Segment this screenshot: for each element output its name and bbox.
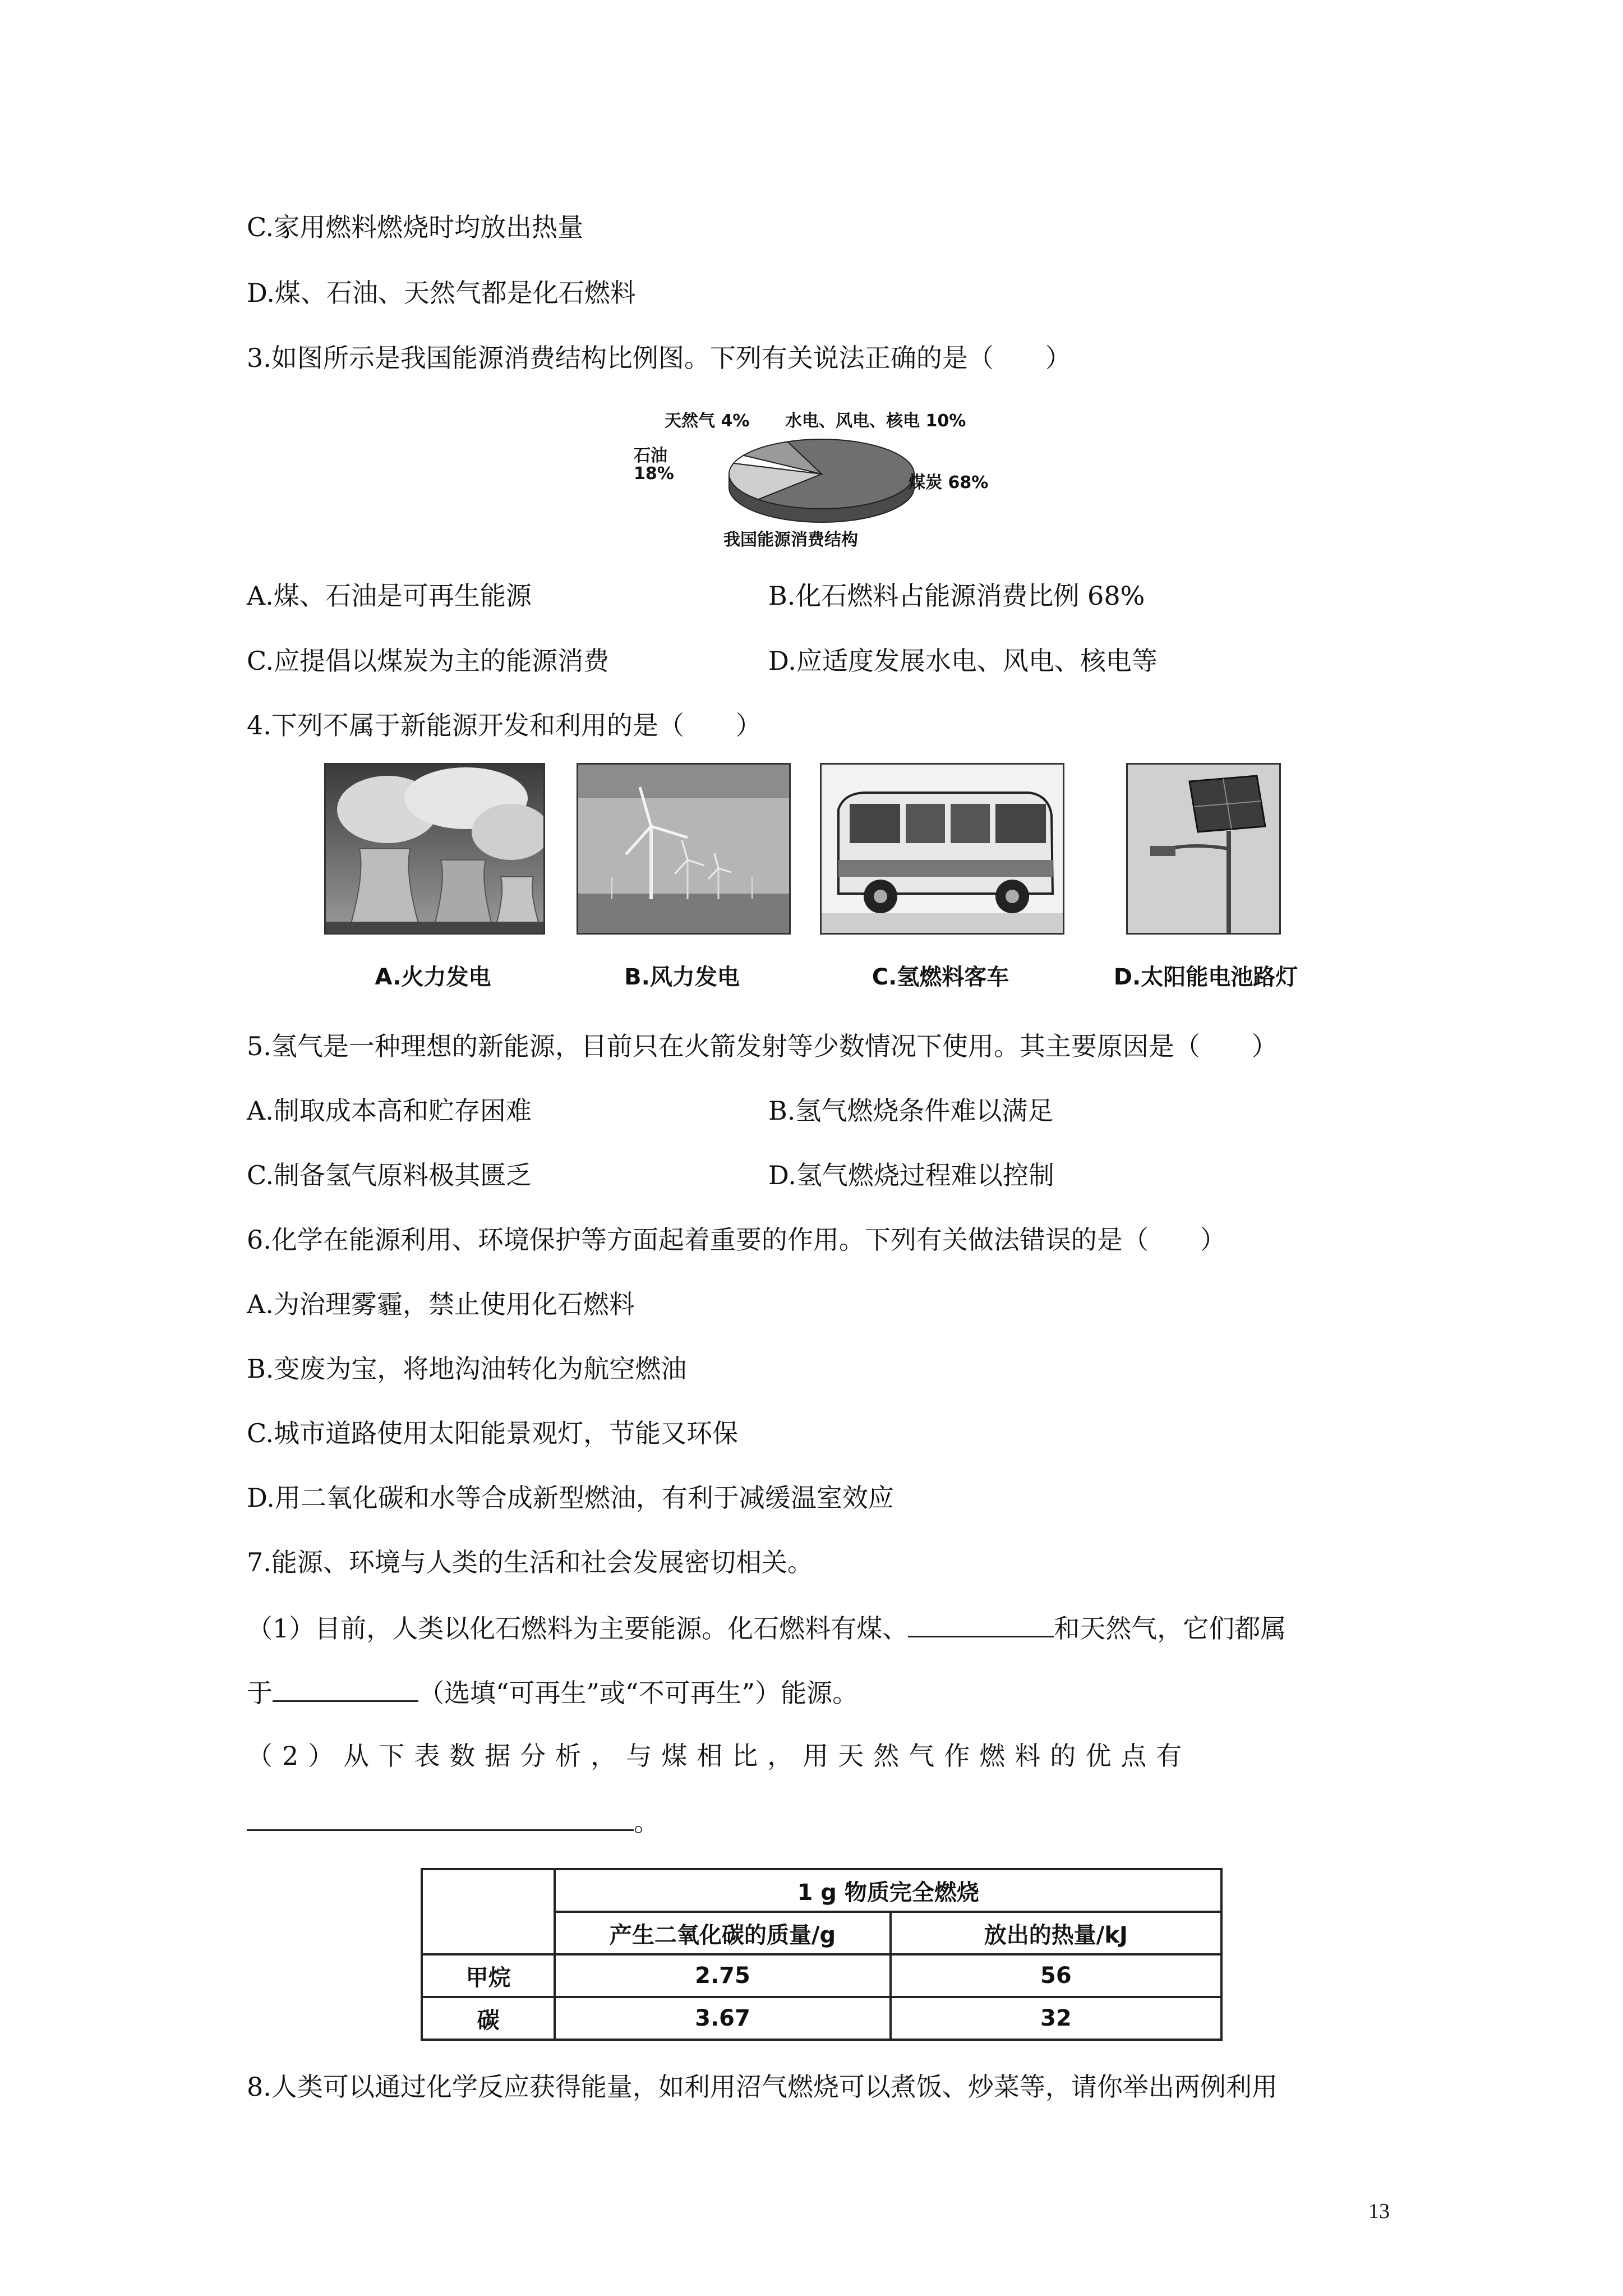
- q3-option-a: A.煤、石油是可再生能源: [247, 581, 532, 611]
- q3-stem: 3.如图所示是我国能源消费结构比例图。下列有关说法正确的是（ ）: [247, 343, 1071, 373]
- q6-option-a: A.为治理雾霾，禁止使用化石燃料: [247, 1289, 635, 1319]
- q7-part1-line1: [247, 1610, 1286, 1645]
- table-cell-co2: 2.75: [555, 1954, 890, 1997]
- table-cell-name: 碳: [422, 1997, 555, 2040]
- q6-option-c: C.城市道路使用太阳能景观灯，节能又环保: [247, 1418, 739, 1448]
- combustion-data-table: [421, 1868, 1223, 2041]
- q7-blank-fuel[interactable]: [908, 1610, 1054, 1637]
- q6-option-b: B.变废为宝，将地沟油转化为航空燃油: [247, 1354, 687, 1384]
- q4-caption-a: A.火力发电: [375, 964, 491, 990]
- q4-stem: 4.下列不属于新能源开发和利用的是（ ）: [247, 710, 762, 740]
- q5-option-c: C.制备氢气原料极其匮乏: [247, 1160, 532, 1190]
- pie-label-gas: 天然气 4%: [665, 411, 750, 431]
- table-header-heat: 放出的热量/kJ: [891, 1912, 1221, 1954]
- q6-stem: 6.化学在能源利用、环境保护等方面起着重要的作用。下列有关做法错误的是（ ）: [247, 1225, 1226, 1255]
- power-plant-photo: [324, 763, 545, 935]
- q4-caption-b: B.风力发电: [624, 964, 740, 990]
- q5-stem: 5.氢气是一种理想的新能源，目前只在火箭发射等少数情况下使用。其主要原因是（ ）: [247, 1031, 1278, 1061]
- q8-stem: 8.人类可以通过化学反应获得能量，如利用沼气燃烧可以煮饭、炒菜等，请你举出两例利用: [247, 2072, 1278, 2102]
- q7-blank-renewable[interactable]: [273, 1674, 418, 1702]
- q2-option-c: C.家用燃料燃烧时均放出热量: [247, 212, 584, 242]
- q5-option-a: A.制取成本高和贮存困难: [247, 1096, 532, 1126]
- pie-chart-title: 我国能源消费结构: [723, 530, 858, 550]
- table-corner-cell: [422, 1869, 555, 1954]
- q5-option-d: D.氢气燃烧过程难以控制: [768, 1160, 1054, 1190]
- table-cell-co2: 3.67: [555, 1997, 890, 2040]
- q7-p1-text-d: （选填“可再生”或“不可再生”）能源。: [418, 1678, 859, 1708]
- table-row: [422, 1997, 1221, 2040]
- q7-stem: 7.能源、环境与人类的生活和社会发展密切相关。: [247, 1547, 813, 1577]
- q3-option-c: C.应提倡以煤炭为主的能源消费: [247, 646, 610, 676]
- table-header-co2: 产生二氧化碳的质量/g: [555, 1912, 890, 1954]
- table-cell-heat: 56: [891, 1954, 1221, 1997]
- q7-part2-line2: [247, 1803, 660, 1839]
- q7-blank-advantage[interactable]: [247, 1803, 634, 1831]
- pie-label-coal: 煤炭 68%: [909, 473, 989, 493]
- page-number: 13: [1368, 2200, 1390, 2223]
- q7-p1-text-a: （1）目前，人类以化石燃料为主要能源。化石燃料有煤、: [247, 1613, 909, 1644]
- q7-p1-text-c: 于: [247, 1678, 273, 1708]
- q5-option-b: B.氢气燃烧条件难以满足: [768, 1096, 1054, 1126]
- q6-option-d: D.用二氧化碳和水等合成新型燃油，有利于减缓温室效应: [247, 1483, 894, 1513]
- energy-pie-chart: [634, 395, 1004, 564]
- q4-caption-d: D.太阳能电池路灯: [1113, 964, 1298, 990]
- q7-part1-line2: [247, 1674, 858, 1710]
- q7-p2-end: 。: [634, 1807, 660, 1837]
- q7-p1-text-b: 和天然气，它们都属: [1054, 1613, 1287, 1644]
- table-group-header-row: [422, 1869, 1221, 1912]
- table-row: [422, 1954, 1221, 1997]
- q2-option-d: D.煤、石油、天然气都是化石燃料: [247, 278, 636, 308]
- pie-label-hydro: 水电、风电、核电 10%: [785, 411, 966, 431]
- q7-part2-line1: （2）从下表数据分析，与煤相比，用天然气作燃料的优点有: [247, 1741, 1192, 1771]
- table-cell-heat: 32: [891, 1997, 1221, 2040]
- bus-photo: [820, 763, 1064, 935]
- table-cell-name: 甲烷: [422, 1954, 555, 1997]
- solar-street-lamp-photo: [1126, 763, 1281, 935]
- table-group-header: 1 g 物质完全燃烧: [555, 1869, 1221, 1912]
- q3-option-d: D.应适度发展水电、风电、核电等: [768, 646, 1158, 676]
- wind-turbine-photo: [577, 763, 791, 935]
- q3-option-b: B.化石燃料占能源消费比例 68%: [768, 581, 1145, 611]
- q4-caption-c: C.氢燃料客车: [872, 964, 1009, 990]
- pie-label-oil-value: 18%: [634, 464, 674, 484]
- pie-label-oil: 石油: [634, 446, 667, 466]
